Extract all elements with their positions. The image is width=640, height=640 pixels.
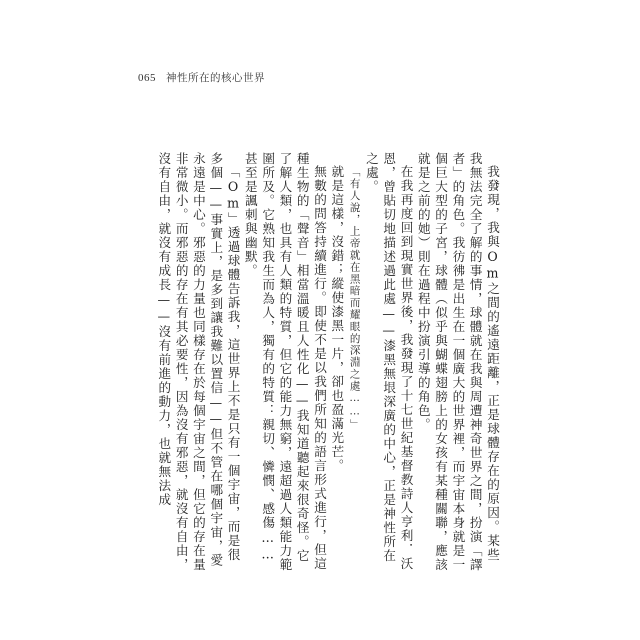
paragraph: 就是這樣，沒錯；縱使漆黑一片，卻也盈滿光芒。 — [329, 164, 345, 473]
page-header — [138, 70, 265, 85]
paragraph: 無數的問答持續進行。即使不是以我們所知的語言形式進行，但這種生物的「聲音」相當溫暖且人性化——我知道聽起來很奇怪。它了解人類，也具有人類的特質，但它的能力無窮，遠超過人類能力範圍所及。它熟知我生而為人，獨有的特質：親切、憐憫、感傷……甚至是諷刺與幽默。 — [242, 152, 328, 572]
page-number: 065 — [138, 72, 156, 84]
paragraph: 在我再度回到現實世界後，我發現了十七世紀基督教詩人亨利．沃恩，曾貼切地描述過此處——漆黑無垠深廣的中心，正是神性所在之處。 — [363, 152, 414, 571]
vertical-body-text — [138, 152, 501, 572]
paragraph: 「Om」透過球體告訴我，這世界上不是只有一個宇宙，而是很多個——事實上，是多到讓我難以置信——但不管在哪個宇宙，愛永遠是中心。邪惡的力量也同樣存在於每個宇宙之間，但它的存在量非常微小。而邪惡的存在有其必要性，因為沒有邪惡，就沒有自由，沒有自由，就沒有成長——沒有前進的動力，也就無法成 — [156, 152, 241, 572]
running-title: 神性所在的核心世界 — [166, 72, 265, 84]
quotation: 「有人說，上帝就在黑暗而耀眼的深淵之處……」 — [348, 166, 361, 431]
paragraph: 我發現，我與Om之間的遙遠距離，正是球體存在的原因。某些我無法完全了解的事情，球體就在我與周遭神奇世界之間，扮演「譯者」的角色。我彷彿是出生在一個廣大的世界裡，而宇宙本身就是一個巨大型的子宮，球體（似乎與蝴蝶翅膀上的女孩有某種關聯，應該就是之前的她）則在過程中扮演引導的角色。 — [415, 152, 500, 572]
